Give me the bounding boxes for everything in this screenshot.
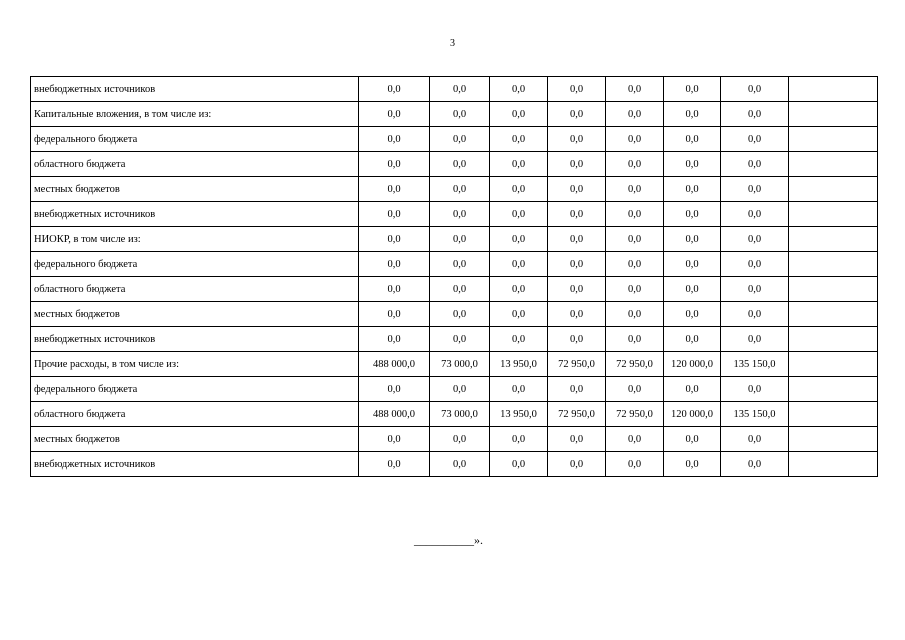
value-cell bbox=[789, 227, 878, 252]
value-cell: 0,0 bbox=[359, 102, 430, 127]
value-cell: 0,0 bbox=[721, 277, 789, 302]
value-cell: 0,0 bbox=[359, 302, 430, 327]
value-cell: 0,0 bbox=[430, 202, 490, 227]
value-cell: 0,0 bbox=[359, 377, 430, 402]
table-row bbox=[31, 427, 878, 452]
value-cell bbox=[789, 352, 878, 377]
value-cell: 0,0 bbox=[721, 127, 789, 152]
value-cell: 0,0 bbox=[430, 277, 490, 302]
value-cell: 0,0 bbox=[664, 102, 721, 127]
value-cell: 0,0 bbox=[606, 452, 664, 477]
row-label: местных бюджетов bbox=[31, 427, 359, 452]
budget-table bbox=[30, 76, 878, 477]
value-cell: 0,0 bbox=[664, 202, 721, 227]
value-cell: 0,0 bbox=[490, 152, 548, 177]
value-cell: 72 950,0 bbox=[606, 352, 664, 377]
value-cell: 0,0 bbox=[359, 427, 430, 452]
value-cell: 0,0 bbox=[721, 227, 789, 252]
value-cell: 72 950,0 bbox=[606, 402, 664, 427]
row-label: федерального бюджета bbox=[31, 252, 359, 277]
value-cell: 120 000,0 bbox=[664, 352, 721, 377]
row-label: федерального бюджета bbox=[31, 377, 359, 402]
row-label: внебюджетных источников bbox=[31, 452, 359, 477]
value-cell: 0,0 bbox=[664, 152, 721, 177]
value-cell: 0,0 bbox=[359, 152, 430, 177]
value-cell: 0,0 bbox=[664, 377, 721, 402]
value-cell: 0,0 bbox=[721, 377, 789, 402]
table-row bbox=[31, 227, 878, 252]
value-cell: 0,0 bbox=[664, 77, 721, 102]
value-cell bbox=[789, 202, 878, 227]
value-cell: 0,0 bbox=[548, 177, 606, 202]
value-cell: 0,0 bbox=[606, 377, 664, 402]
row-label: областного бюджета bbox=[31, 402, 359, 427]
value-cell: 0,0 bbox=[490, 227, 548, 252]
value-cell bbox=[789, 102, 878, 127]
value-cell bbox=[789, 127, 878, 152]
value-cell: 0,0 bbox=[721, 302, 789, 327]
value-cell: 0,0 bbox=[664, 427, 721, 452]
value-cell: 0,0 bbox=[606, 202, 664, 227]
value-cell: 0,0 bbox=[606, 427, 664, 452]
table-body bbox=[31, 77, 878, 477]
row-label: внебюджетных источников bbox=[31, 327, 359, 352]
value-cell: 0,0 bbox=[548, 277, 606, 302]
value-cell: 0,0 bbox=[490, 327, 548, 352]
value-cell: 0,0 bbox=[664, 127, 721, 152]
row-label: областного бюджета bbox=[31, 277, 359, 302]
value-cell: 0,0 bbox=[430, 177, 490, 202]
table-row bbox=[31, 177, 878, 202]
value-cell: 135 150,0 bbox=[721, 352, 789, 377]
value-cell: 0,0 bbox=[606, 127, 664, 152]
value-cell: 0,0 bbox=[430, 102, 490, 127]
table-row bbox=[31, 127, 878, 152]
value-cell: 0,0 bbox=[721, 202, 789, 227]
closing-text: __________». bbox=[414, 533, 483, 547]
value-cell: 0,0 bbox=[606, 302, 664, 327]
value-cell: 73 000,0 bbox=[430, 402, 490, 427]
value-cell: 72 950,0 bbox=[548, 402, 606, 427]
value-cell: 0,0 bbox=[606, 327, 664, 352]
value-cell: 0,0 bbox=[548, 227, 606, 252]
value-cell: 0,0 bbox=[721, 152, 789, 177]
row-label: внебюджетных источников bbox=[31, 77, 359, 102]
table-row bbox=[31, 252, 878, 277]
value-cell: 0,0 bbox=[490, 202, 548, 227]
value-cell: 0,0 bbox=[490, 127, 548, 152]
value-cell: 0,0 bbox=[664, 302, 721, 327]
value-cell: 0,0 bbox=[430, 327, 490, 352]
value-cell: 0,0 bbox=[430, 227, 490, 252]
value-cell: 0,0 bbox=[359, 127, 430, 152]
value-cell: 0,0 bbox=[548, 152, 606, 177]
value-cell: 0,0 bbox=[606, 152, 664, 177]
value-cell: 0,0 bbox=[548, 102, 606, 127]
value-cell: 0,0 bbox=[548, 252, 606, 277]
value-cell: 0,0 bbox=[721, 452, 789, 477]
value-cell: 0,0 bbox=[359, 277, 430, 302]
value-cell: 0,0 bbox=[606, 102, 664, 127]
row-label: Капитальные вложения, в том числе из: bbox=[31, 102, 359, 127]
row-label: внебюджетных источников bbox=[31, 202, 359, 227]
table-row bbox=[31, 152, 878, 177]
value-cell: 0,0 bbox=[430, 302, 490, 327]
value-cell: 0,0 bbox=[664, 452, 721, 477]
value-cell: 0,0 bbox=[664, 252, 721, 277]
page-number: 3 bbox=[450, 38, 455, 49]
value-cell: 0,0 bbox=[490, 252, 548, 277]
value-cell: 0,0 bbox=[721, 252, 789, 277]
value-cell: 0,0 bbox=[721, 102, 789, 127]
value-cell: 0,0 bbox=[606, 77, 664, 102]
value-cell: 0,0 bbox=[721, 427, 789, 452]
row-label: НИОКР, в том числе из: bbox=[31, 227, 359, 252]
value-cell: 0,0 bbox=[548, 327, 606, 352]
value-cell: 0,0 bbox=[664, 277, 721, 302]
value-cell: 0,0 bbox=[548, 127, 606, 152]
value-cell: 0,0 bbox=[359, 202, 430, 227]
value-cell: 488 000,0 bbox=[359, 402, 430, 427]
value-cell: 0,0 bbox=[430, 77, 490, 102]
value-cell: 0,0 bbox=[664, 327, 721, 352]
value-cell: 0,0 bbox=[606, 252, 664, 277]
value-cell: 0,0 bbox=[359, 227, 430, 252]
value-cell: 0,0 bbox=[548, 302, 606, 327]
value-cell: 0,0 bbox=[430, 127, 490, 152]
value-cell: 0,0 bbox=[548, 77, 606, 102]
table-row bbox=[31, 402, 878, 427]
table-row bbox=[31, 377, 878, 402]
value-cell: 0,0 bbox=[721, 77, 789, 102]
value-cell: 72 950,0 bbox=[548, 352, 606, 377]
value-cell bbox=[789, 377, 878, 402]
row-label: Прочие расходы, в том числе из: bbox=[31, 352, 359, 377]
value-cell: 0,0 bbox=[430, 377, 490, 402]
value-cell: 135 150,0 bbox=[721, 402, 789, 427]
table-row bbox=[31, 102, 878, 127]
table-row bbox=[31, 202, 878, 227]
value-cell bbox=[789, 402, 878, 427]
value-cell: 0,0 bbox=[721, 177, 789, 202]
row-label: федерального бюджета bbox=[31, 127, 359, 152]
row-label: местных бюджетов bbox=[31, 302, 359, 327]
value-cell: 0,0 bbox=[548, 427, 606, 452]
value-cell: 73 000,0 bbox=[430, 352, 490, 377]
value-cell: 120 000,0 bbox=[664, 402, 721, 427]
value-cell: 0,0 bbox=[430, 427, 490, 452]
value-cell: 0,0 bbox=[490, 177, 548, 202]
table-row bbox=[31, 77, 878, 102]
value-cell: 0,0 bbox=[548, 377, 606, 402]
value-cell bbox=[789, 277, 878, 302]
value-cell: 0,0 bbox=[359, 452, 430, 477]
table-row bbox=[31, 327, 878, 352]
value-cell: 0,0 bbox=[359, 177, 430, 202]
value-cell bbox=[789, 152, 878, 177]
value-cell: 13 950,0 bbox=[490, 402, 548, 427]
value-cell bbox=[789, 327, 878, 352]
row-label: местных бюджетов bbox=[31, 177, 359, 202]
value-cell: 13 950,0 bbox=[490, 352, 548, 377]
value-cell: 0,0 bbox=[490, 452, 548, 477]
value-cell: 0,0 bbox=[606, 277, 664, 302]
value-cell: 0,0 bbox=[430, 152, 490, 177]
value-cell: 0,0 bbox=[490, 377, 548, 402]
value-cell bbox=[789, 427, 878, 452]
value-cell bbox=[789, 177, 878, 202]
value-cell: 0,0 bbox=[606, 177, 664, 202]
value-cell: 0,0 bbox=[359, 327, 430, 352]
value-cell: 0,0 bbox=[548, 452, 606, 477]
value-cell bbox=[789, 452, 878, 477]
value-cell bbox=[789, 302, 878, 327]
value-cell bbox=[789, 77, 878, 102]
table-row bbox=[31, 302, 878, 327]
value-cell: 0,0 bbox=[548, 202, 606, 227]
value-cell bbox=[789, 252, 878, 277]
value-cell: 0,0 bbox=[490, 302, 548, 327]
value-cell: 488 000,0 bbox=[359, 352, 430, 377]
value-cell: 0,0 bbox=[490, 427, 548, 452]
table-row bbox=[31, 452, 878, 477]
value-cell: 0,0 bbox=[430, 252, 490, 277]
value-cell: 0,0 bbox=[664, 227, 721, 252]
value-cell: 0,0 bbox=[430, 452, 490, 477]
table-row bbox=[31, 277, 878, 302]
table-row bbox=[31, 352, 878, 377]
row-label: областного бюджета bbox=[31, 152, 359, 177]
value-cell: 0,0 bbox=[490, 102, 548, 127]
value-cell: 0,0 bbox=[490, 277, 548, 302]
value-cell: 0,0 bbox=[721, 327, 789, 352]
value-cell: 0,0 bbox=[359, 252, 430, 277]
value-cell: 0,0 bbox=[664, 177, 721, 202]
value-cell: 0,0 bbox=[490, 77, 548, 102]
value-cell: 0,0 bbox=[359, 77, 430, 102]
value-cell: 0,0 bbox=[606, 227, 664, 252]
